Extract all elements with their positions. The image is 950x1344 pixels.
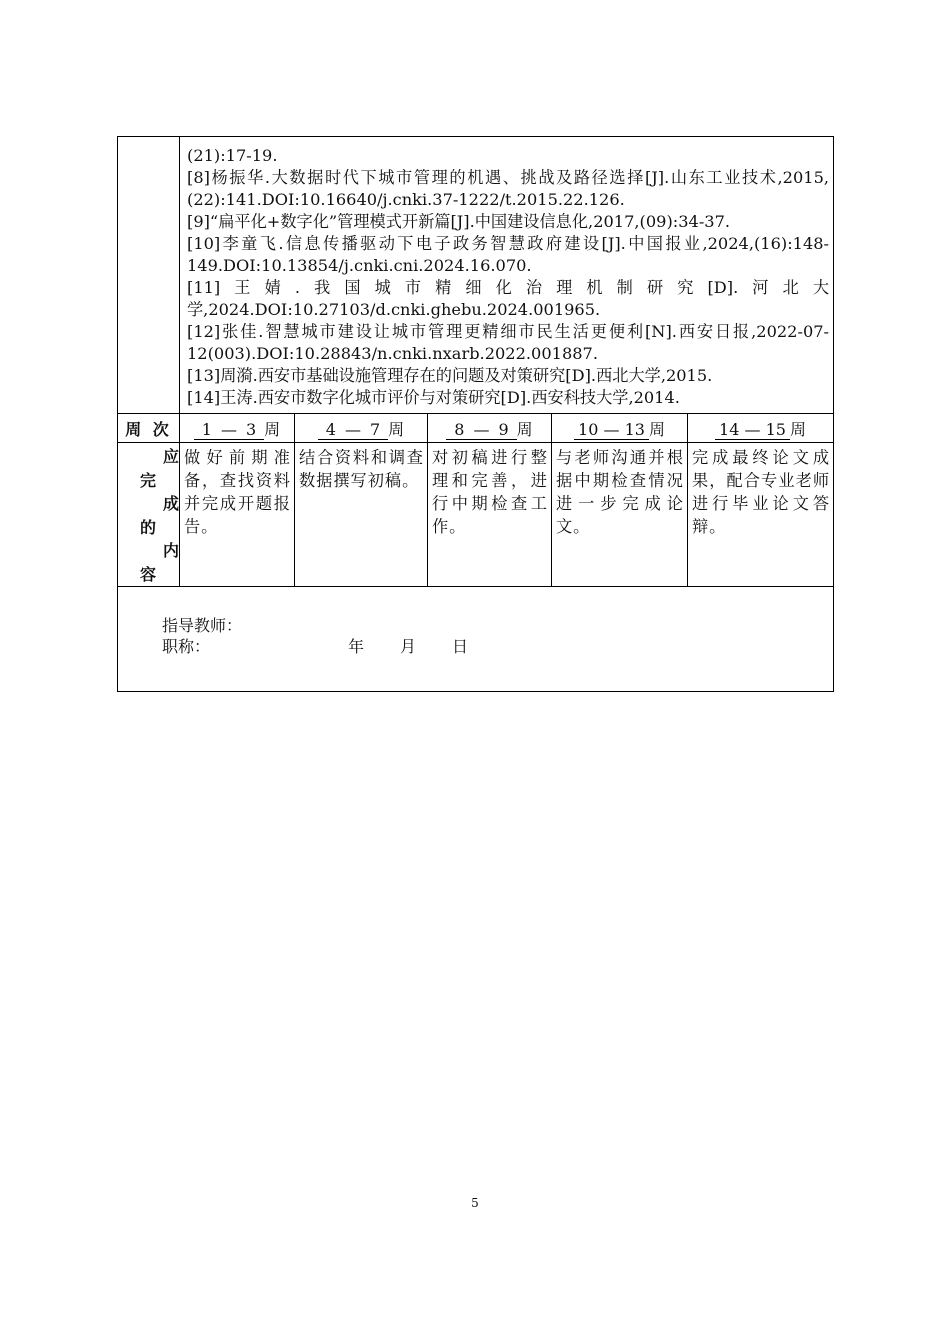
title-label: 职称： [162,637,211,656]
reference-item: [14]王涛.西安市数字化城市评价与对策研究[D].西安科技大学,2014. [187,388,680,407]
reference-item: [10]李童飞.信息传播驱动下电子政务智慧政府建设[J].中国报业,2024,(16):148-149.DOI:10.13854/j.cnki.cni.2024.16.070. [187,234,830,275]
week-range-1: 1 — 3 周 [180,414,295,443]
task-weeks-4-7: 结合资料和调查数据撰写初稿。 [295,443,428,587]
advisor-label: 指导教师： [162,616,243,635]
week-range-5: 14 — 15 周 [688,414,834,443]
task-weeks-8-9: 对初稿进行整理和完善，进行中期检查工作。 [428,443,552,587]
month-label: 月 [400,637,417,656]
task-label: 应 完 成 的 内 容 [118,443,180,587]
reference-item: [12]张佳.智慧城市建设让城市管理更精细市民生活更便利[N].西安日报,2022-07-12(003).DOI:10.28843/n.cnki.nxarb.2022.001887. [187,322,830,363]
title-date-line [162,636,833,657]
page-number: 5 [471,1196,479,1210]
reference-item: (21):17-19. [187,146,278,165]
reference-item: [11]王婧.我国城市精细化治理机制研究[D].河北大学,2024.DOI:10.27103/d.cnki.ghebu.2024.001965. [187,278,830,319]
week-range-3: 8 — 9 周 [428,414,552,443]
reference-item: [9]“扁平化+数字化”管理模式开新篇[J].中国建设信息化,2017,(09):34-37. [187,212,731,231]
year-label: 年 [348,637,365,656]
week-row [118,414,834,443]
references-cell [180,137,834,414]
task-weeks-1-3: 做好前期准备，查找资料并完成开题报告。 [180,443,295,587]
week-label: 周 次 [118,414,180,443]
signature-cell [118,587,834,692]
reference-item: [8]杨振华.大数据时代下城市管理的机遇、挑战及路径选择[J].山东工业技术,2015,(22):141.DOI:10.16640/j.cnki.37-1222/t.2015.22.126. [187,168,830,209]
day-label: 日 [452,637,469,656]
reference-item: [13]周漪.西安市基础设施管理存在的问题及对策研究[D].西北大学,2015. [187,366,713,385]
references-row [118,137,834,414]
task-row [118,443,834,587]
week-range-4: 10 — 13 周 [552,414,688,443]
signature-row [118,587,834,692]
task-weeks-14-15: 完成最终论文成果，配合专业老师进行毕业论文答辩。 [688,443,834,587]
task-schedule-table [117,136,834,692]
references-left-cell [118,137,180,414]
task-weeks-10-13: 与老师沟通并根据中期检查情况进一步完成论文。 [552,443,688,587]
week-range-2: 4 — 7 周 [295,414,428,443]
